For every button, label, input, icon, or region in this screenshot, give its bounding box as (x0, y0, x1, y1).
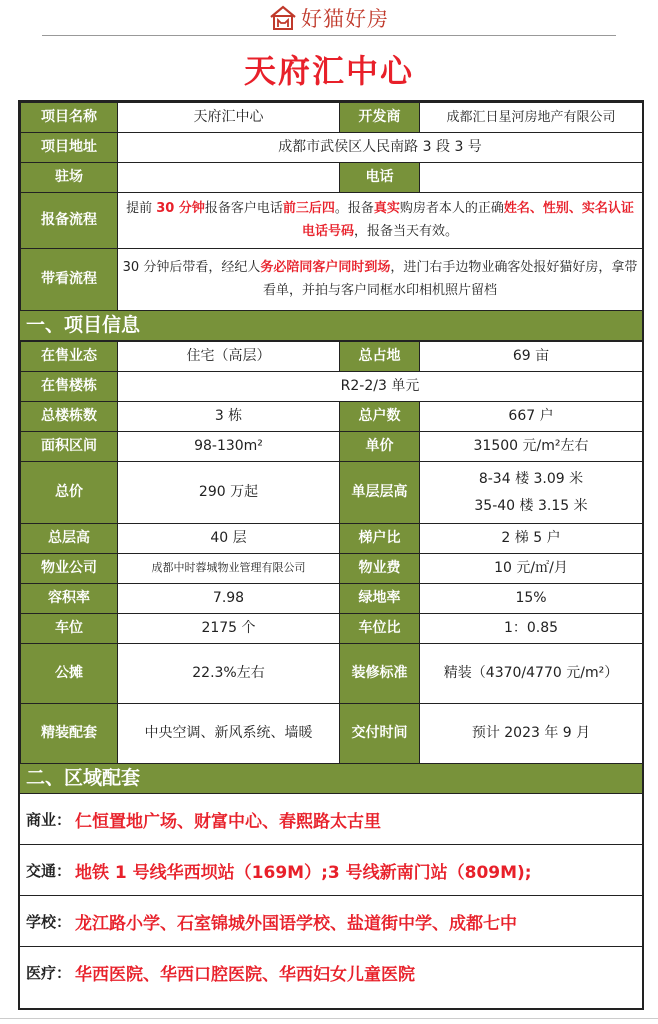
list-item (20, 794, 642, 845)
project-sheet (18, 100, 644, 1010)
ratio-value: 2 梯 5 户 (420, 524, 643, 554)
page-title: 天府汇中心 (243, 52, 414, 90)
table-row (21, 193, 643, 249)
deco-value: 精装（4370/4770 元/m²） (420, 644, 643, 704)
table-row (21, 133, 643, 163)
type-label: 在售业态 (21, 342, 118, 372)
table-row (21, 462, 643, 524)
table-row (21, 704, 643, 764)
households-value: 667 户 (420, 402, 643, 432)
land-label: 总占地 (340, 342, 420, 372)
table-row (21, 163, 643, 193)
school-value: 龙江路小学、石室锦城外国语学校、盐道街中学、成都七中 (75, 913, 518, 934)
fee-label: 物业费 (340, 554, 420, 584)
phone-value (420, 163, 643, 193)
table-row (21, 342, 643, 372)
parking-ratio-value: 1：0.85 (420, 614, 643, 644)
parking-ratio-label: 车位比 (340, 614, 420, 644)
land-value: 69 亩 (420, 342, 643, 372)
price-label: 单价 (340, 432, 420, 462)
table-row (21, 103, 643, 133)
type-value: 住宅（高层） (118, 342, 340, 372)
area-list (20, 794, 642, 997)
info-table (20, 341, 643, 764)
brand-logo[interactable] (269, 3, 389, 33)
house-cat-icon (269, 5, 297, 31)
project-name-label: 项目名称 (21, 103, 118, 133)
area-label: 面积区间 (21, 432, 118, 462)
pm-label: 物业公司 (21, 554, 118, 584)
table-row (21, 249, 643, 311)
table-row (21, 372, 643, 402)
address-label: 项目地址 (21, 133, 118, 163)
share-value: 22.3%左右 (118, 644, 340, 704)
traffic-value: 地铁 1 号线华西坝站（169M）;3 号线新南门站（809M); (75, 862, 532, 883)
biz-label: 商业： (26, 810, 72, 829)
address-value: 成都市武侯区人民南路 3 段 3 号 (118, 133, 643, 163)
count-value: 3 栋 (118, 402, 340, 432)
floors-value: 40 层 (118, 524, 340, 554)
biz-value: 仁恒置地广场、财富中心、春熙路太古里 (75, 811, 382, 832)
config-label: 精装配套 (21, 704, 118, 764)
developer-value: 成都汇日星河房地产有限公司 (420, 103, 643, 133)
brand-name: 好猫好房 (301, 7, 389, 31)
medical-value: 华西医院、华西口腔医院、华西妇女儿童医院 (75, 964, 416, 985)
total-value: 290 万起 (118, 462, 340, 524)
header-bar (0, 0, 658, 36)
list-item (20, 896, 642, 947)
section-area-facilities: 二、区域配套 (20, 764, 642, 794)
config-value: 中央空调、新风系统、墙暖 (118, 704, 340, 764)
height-label: 单层层高 (340, 462, 420, 524)
far-value: 7.98 (118, 584, 340, 614)
households-label: 总户数 (340, 402, 420, 432)
building-value: R2-2/3 单元 (118, 372, 643, 402)
delivery-value: 预计 2023 年 9 月 (420, 704, 643, 764)
height-value: 8-34 楼 3.09 米 35-40 楼 3.15 米 (420, 462, 643, 524)
developer-label: 开发商 (340, 103, 420, 133)
fee-value: 10 元/㎡/月 (420, 554, 643, 584)
ratio-label: 梯户比 (340, 524, 420, 554)
filing-label: 报备流程 (21, 193, 118, 249)
pm-value: 成都中时蓉城物业管理有限公司 (118, 554, 340, 584)
table-row (21, 402, 643, 432)
phone-label: 电话 (340, 163, 420, 193)
delivery-label: 交付时间 (340, 704, 420, 764)
table-row (21, 524, 643, 554)
school-label: 学校： (26, 912, 72, 931)
area-value: 98-130m² (118, 432, 340, 462)
floors-label: 总层高 (21, 524, 118, 554)
traffic-label: 交通： (26, 861, 72, 880)
parking-label: 车位 (21, 614, 118, 644)
filing-text: 提前 30 分钟报备客户电话前三后四。报备真实购房者本人的正确姓名、性别、实名认证电话号码，报备当天有效。 (118, 193, 643, 249)
price-value: 31500 元/m²左右 (420, 432, 643, 462)
deco-label: 装修标准 (340, 644, 420, 704)
station-label: 驻场 (21, 163, 118, 193)
list-item (20, 845, 642, 896)
green-value: 15% (420, 584, 643, 614)
far-label: 容积率 (21, 584, 118, 614)
section-project-info: 一、项目信息 (20, 311, 642, 341)
table-row (21, 584, 643, 614)
list-item (20, 947, 642, 997)
visit-text: 30 分钟后带看，经纪人务必陪同客户同时到场，进门右手边物业确客处报好猫好房，拿带看单，并拍与客户同框水印相机照片留档 (118, 249, 643, 311)
visit-label: 带看流程 (21, 249, 118, 311)
total-label: 总价 (21, 462, 118, 524)
project-name-value: 天府汇中心 (118, 103, 340, 133)
count-label: 总楼栋数 (21, 402, 118, 432)
table-row (21, 432, 643, 462)
medical-label: 医疗： (26, 963, 72, 982)
header-divider (42, 35, 616, 36)
basic-table (20, 102, 643, 311)
table-row (21, 644, 643, 704)
building-label: 在售楼栋 (21, 372, 118, 402)
table-row (21, 614, 643, 644)
parking-value: 2175 个 (118, 614, 340, 644)
table-row (21, 554, 643, 584)
station-value (118, 163, 340, 193)
green-label: 绿地率 (340, 584, 420, 614)
footer-divider (0, 1018, 658, 1019)
share-label: 公摊 (21, 644, 118, 704)
